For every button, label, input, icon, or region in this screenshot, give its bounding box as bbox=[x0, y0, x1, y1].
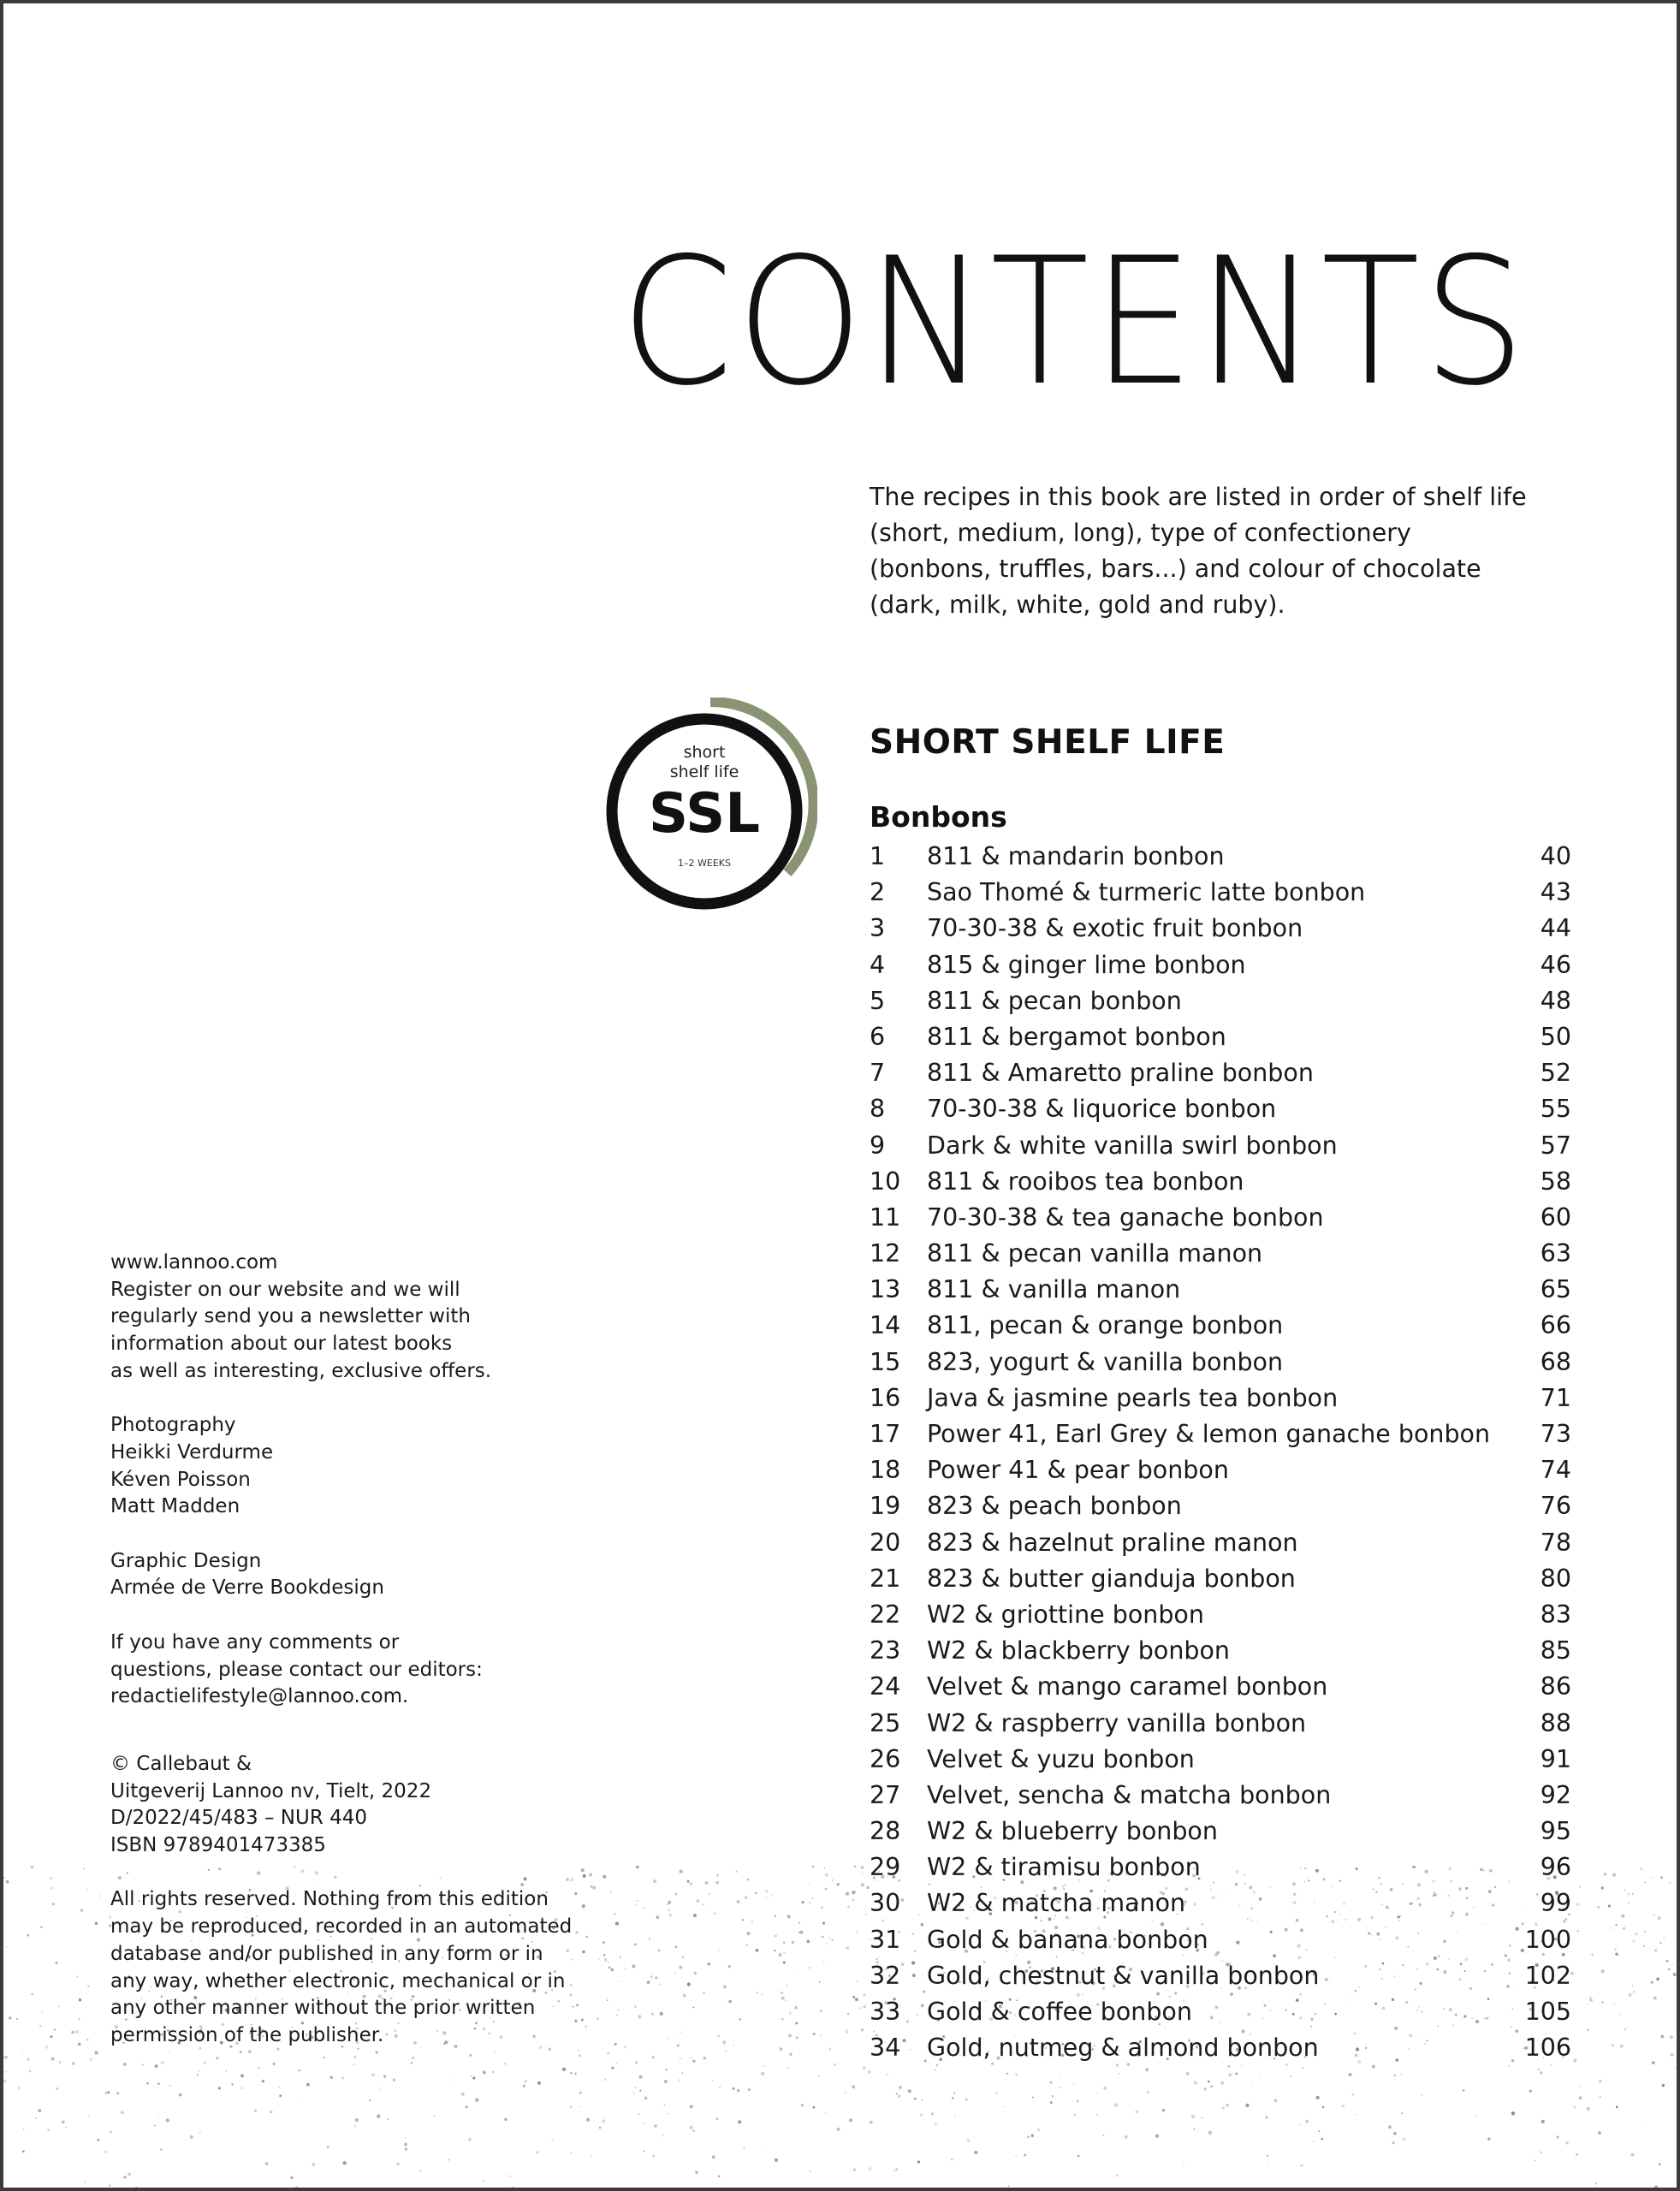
recipe-name: Gold & banana bonbon bbox=[927, 1925, 1208, 1954]
contact-text: If you have any comments or bbox=[110, 1630, 400, 1654]
toc-row bbox=[870, 911, 1571, 947]
badge-line2: shelf life bbox=[669, 763, 739, 781]
recipe-name: Sao Thomé & turmeric latte bonbon bbox=[927, 878, 1366, 907]
toc-row bbox=[870, 1850, 1571, 1885]
page-number: 50 bbox=[1540, 1022, 1571, 1051]
page-number: 68 bbox=[1540, 1347, 1571, 1376]
page-number: 60 bbox=[1540, 1202, 1571, 1232]
page-number: 102 bbox=[1524, 1961, 1571, 1990]
recipe-number: 34 bbox=[870, 2034, 901, 2063]
page-number: 86 bbox=[1540, 1672, 1571, 1701]
toc-row bbox=[870, 1814, 1571, 1850]
publisher-text: Uitgeverij Lannoo nv, Tielt, 2022 bbox=[110, 1779, 432, 1802]
rights-block bbox=[110, 1886, 590, 2049]
badge-duration: 1–2 WEEKS bbox=[678, 858, 731, 869]
intro-line: (dark, milk, white, gold and ruby). bbox=[870, 591, 1285, 619]
recipe-name: 70-30-38 & tea ganache bonbon bbox=[927, 1202, 1324, 1232]
recipe-name: Power 41, Earl Grey & lemon ganache bonbon bbox=[927, 1420, 1491, 1448]
recipe-number: 21 bbox=[870, 1564, 901, 1593]
recipe-name: W2 & blackberry bonbon bbox=[927, 1636, 1230, 1666]
toc-row bbox=[870, 1669, 1571, 1705]
recipe-number: 33 bbox=[870, 1998, 901, 2026]
page-number: 46 bbox=[1540, 950, 1571, 979]
recipe-name: W2 & tiramisu bonbon bbox=[927, 1853, 1201, 1882]
copyright-block bbox=[110, 1751, 590, 1860]
recipe-number: 7 bbox=[870, 1059, 886, 1088]
toc-row bbox=[870, 1778, 1571, 1814]
recipe-name: 70-30-38 & exotic fruit bonbon bbox=[927, 914, 1303, 943]
page-number: 105 bbox=[1524, 1998, 1571, 2026]
intro-line: (short, medium, long), type of confectionery bbox=[870, 519, 1411, 547]
recipe-name: 70-30-38 & liquorice bonbon bbox=[927, 1095, 1277, 1124]
recipe-name: Gold, chestnut & vanilla bonbon bbox=[927, 1961, 1320, 1990]
recipe-name: Velvet & yuzu bonbon bbox=[927, 1744, 1195, 1773]
toc-row bbox=[870, 1488, 1571, 1524]
recipe-name: 811 & rooibos tea bonbon bbox=[927, 1167, 1244, 1196]
rights-text: All rights reserved. Nothing from this edition bbox=[110, 1888, 549, 1911]
page-number: 73 bbox=[1540, 1420, 1571, 1448]
recipe-name: 811 & vanilla manon bbox=[927, 1275, 1181, 1304]
toc-row bbox=[870, 1236, 1571, 1272]
recipe-name: Gold, nutmeg & almond bonbon bbox=[927, 2034, 1319, 2063]
toc-row bbox=[870, 1525, 1571, 1561]
intro-paragraph bbox=[870, 479, 1580, 623]
page-number: 96 bbox=[1540, 1853, 1571, 1882]
page-number: 48 bbox=[1540, 986, 1571, 1015]
recipe-number: 32 bbox=[870, 1961, 901, 1990]
photography-block bbox=[110, 1412, 590, 1521]
recipe-name: W2 & griottine bonbon bbox=[927, 1600, 1204, 1629]
page-number: 92 bbox=[1540, 1780, 1571, 1809]
recipe-number: 31 bbox=[870, 1925, 901, 1954]
recipe-name: 811, pecan & orange bonbon bbox=[927, 1311, 1284, 1340]
rights-text: any way, whether electronic, mechanical or in bbox=[110, 1969, 566, 1992]
recipe-number: 5 bbox=[870, 986, 886, 1015]
recipe-number: 28 bbox=[870, 1817, 901, 1846]
toc-row bbox=[870, 1958, 1571, 1994]
toc-row bbox=[870, 1308, 1571, 1344]
toc-row bbox=[870, 1416, 1571, 1452]
page-number: 43 bbox=[1540, 878, 1571, 907]
recipe-name: 823 & hazelnut praline manon bbox=[927, 1528, 1298, 1557]
toc-row bbox=[870, 1922, 1571, 1958]
website-block bbox=[110, 1250, 590, 1386]
recipe-number: 23 bbox=[870, 1636, 901, 1666]
recipe-name: 823, yogurt & vanilla bonbon bbox=[927, 1347, 1284, 1376]
copyright-text: © Callebaut & bbox=[110, 1752, 252, 1775]
page-number: 58 bbox=[1540, 1167, 1571, 1196]
recipe-name: 811 & pecan bonbon bbox=[927, 986, 1182, 1015]
toc-row bbox=[870, 1706, 1571, 1742]
page-number: 52 bbox=[1540, 1059, 1571, 1088]
recipe-name: Power 41 & pear bonbon bbox=[927, 1456, 1229, 1485]
intro-line: (bonbons, truffles, bars...) and colour of chocolate bbox=[870, 555, 1481, 583]
toc-row bbox=[870, 1742, 1571, 1778]
isbn: ISBN 9789401473385 bbox=[110, 1834, 326, 1857]
page-title: CONTENTS bbox=[620, 221, 1529, 425]
recipe-name: 811 & Amaretto praline bonbon bbox=[927, 1059, 1314, 1088]
recipe-name: 811 & pecan vanilla manon bbox=[927, 1239, 1263, 1268]
recipe-number: 10 bbox=[870, 1167, 901, 1196]
subsection-heading: Bonbons bbox=[870, 800, 1007, 834]
recipe-name: W2 & matcha manon bbox=[927, 1889, 1186, 1918]
ssl-badge bbox=[603, 698, 817, 911]
recipe-number: 6 bbox=[870, 1022, 886, 1051]
page-number: 83 bbox=[1540, 1600, 1571, 1629]
contact-block bbox=[110, 1630, 590, 1711]
design-label: Graphic Design bbox=[110, 1549, 262, 1572]
photography-label: Photography bbox=[110, 1414, 236, 1437]
page-number: 106 bbox=[1524, 2034, 1571, 2063]
recipe-name: 811 & bergamot bonbon bbox=[927, 1022, 1226, 1051]
recipe-number: 8 bbox=[870, 1095, 886, 1124]
intro-line: The recipes in this book are listed in order of shelf life bbox=[870, 483, 1527, 511]
toc-row bbox=[870, 1272, 1571, 1308]
recipe-number: 11 bbox=[870, 1202, 901, 1232]
page-number: 78 bbox=[1540, 1528, 1571, 1557]
recipe-number: 26 bbox=[870, 1744, 901, 1773]
page-number: 99 bbox=[1540, 1889, 1571, 1918]
newsletter-text: regularly send you a newsletter with bbox=[110, 1305, 471, 1328]
recipe-number: 30 bbox=[870, 1889, 901, 1918]
page-number: 57 bbox=[1540, 1131, 1571, 1160]
photographer-name: Heikki Verdurme bbox=[110, 1440, 274, 1464]
page-number: 100 bbox=[1524, 1925, 1571, 1954]
recipe-number: 17 bbox=[870, 1420, 901, 1448]
page-number: 63 bbox=[1540, 1239, 1571, 1268]
page-number: 71 bbox=[1540, 1383, 1571, 1412]
recipe-name: 823 & butter gianduja bonbon bbox=[927, 1564, 1296, 1593]
recipe-number: 4 bbox=[870, 950, 886, 979]
recipe-name: W2 & blueberry bonbon bbox=[927, 1817, 1218, 1846]
page-number: 91 bbox=[1540, 1744, 1571, 1773]
toc-row bbox=[870, 1633, 1571, 1669]
recipe-name: W2 & raspberry vanilla bonbon bbox=[927, 1708, 1307, 1737]
toc-row bbox=[870, 1561, 1571, 1597]
recipe-name: Velvet & mango caramel bonbon bbox=[927, 1672, 1328, 1701]
toc-row bbox=[870, 1128, 1571, 1164]
page-number: 74 bbox=[1540, 1456, 1571, 1485]
toc-row bbox=[870, 1164, 1571, 1200]
toc-row bbox=[870, 983, 1571, 1019]
recipe-number: 3 bbox=[870, 914, 886, 943]
toc-row bbox=[870, 875, 1571, 911]
recipe-number: 24 bbox=[870, 1672, 901, 1701]
recipe-number: 1 bbox=[870, 842, 886, 870]
designer-name: Armée de Verre Bookdesign bbox=[110, 1576, 384, 1600]
rights-text: may be reproduced, recorded in an automated bbox=[110, 1915, 573, 1939]
toc-list bbox=[870, 839, 1571, 2066]
toc-row bbox=[870, 1200, 1571, 1236]
recipe-number: 15 bbox=[870, 1347, 901, 1376]
design-block bbox=[110, 1548, 590, 1602]
page-number: 55 bbox=[1540, 1095, 1571, 1124]
legal-deposit: D/2022/45/483 – NUR 440 bbox=[110, 1807, 368, 1830]
recipe-number: 13 bbox=[870, 1275, 901, 1304]
recipe-number: 2 bbox=[870, 878, 886, 907]
recipe-number: 25 bbox=[870, 1708, 901, 1737]
rights-text: database and/or published in any form or in bbox=[110, 1942, 543, 1965]
badge-line1: short bbox=[683, 743, 726, 762]
page-number: 44 bbox=[1540, 914, 1571, 943]
toc-row bbox=[870, 1452, 1571, 1488]
section-heading: SHORT SHELF LIFE bbox=[870, 723, 1226, 762]
toc-row bbox=[870, 1994, 1571, 2030]
toc-row bbox=[870, 1381, 1571, 1416]
photographer-name: Matt Madden bbox=[110, 1495, 240, 1518]
recipe-name: 823 & peach bonbon bbox=[927, 1492, 1182, 1521]
page-number: 95 bbox=[1540, 1817, 1571, 1846]
toc-row bbox=[870, 1885, 1571, 1921]
recipe-number: 18 bbox=[870, 1456, 901, 1485]
website-url: www.lannoo.com bbox=[110, 1251, 278, 1274]
imprint-credits bbox=[110, 1250, 590, 2050]
newsletter-text: information about our latest books bbox=[110, 1333, 453, 1356]
toc-row bbox=[870, 1345, 1571, 1381]
page-number: 65 bbox=[1540, 1275, 1571, 1304]
toc-row bbox=[870, 839, 1571, 875]
page-number: 80 bbox=[1540, 1564, 1571, 1593]
page-number: 66 bbox=[1540, 1311, 1571, 1340]
recipe-number: 16 bbox=[870, 1383, 901, 1412]
page-number: 88 bbox=[1540, 1708, 1571, 1737]
recipe-name: Gold & coffee bonbon bbox=[927, 1998, 1192, 2026]
page-number: 76 bbox=[1540, 1492, 1571, 1521]
toc-row bbox=[870, 1055, 1571, 1091]
recipe-number: 14 bbox=[870, 1311, 901, 1340]
contact-text: questions, please contact our editors: bbox=[110, 1658, 483, 1681]
recipe-number: 20 bbox=[870, 1528, 901, 1557]
toc-row bbox=[870, 1091, 1571, 1127]
recipe-number: 19 bbox=[870, 1492, 901, 1521]
recipe-name: Velvet, sencha & matcha bonbon bbox=[927, 1780, 1332, 1809]
recipe-number: 27 bbox=[870, 1780, 901, 1809]
toc-row bbox=[870, 1597, 1571, 1633]
recipe-name: 811 & mandarin bonbon bbox=[927, 842, 1225, 870]
toc-row bbox=[870, 947, 1571, 983]
rights-text: permission of the publisher. bbox=[110, 2023, 384, 2046]
recipe-number: 12 bbox=[870, 1239, 901, 1268]
recipe-name: Dark & white vanilla swirl bonbon bbox=[927, 1131, 1338, 1160]
newsletter-text: as well as interesting, exclusive offers. bbox=[110, 1359, 492, 1382]
contact-email: redactielifestyle@lannoo.com. bbox=[110, 1685, 409, 1708]
rights-text: any other manner without the prior written bbox=[110, 1997, 536, 2020]
recipe-number: 29 bbox=[870, 1853, 901, 1882]
badge-abbr: SSL bbox=[648, 782, 761, 846]
recipe-name: 815 & ginger lime bonbon bbox=[927, 950, 1246, 979]
recipe-number: 9 bbox=[870, 1131, 886, 1160]
toc-row bbox=[870, 1019, 1571, 1055]
page-number: 85 bbox=[1540, 1636, 1571, 1666]
newsletter-text: Register on our website and we will bbox=[110, 1278, 460, 1301]
photographer-name: Kéven Poisson bbox=[110, 1468, 251, 1491]
recipe-number: 22 bbox=[870, 1600, 901, 1629]
page-number: 40 bbox=[1540, 842, 1571, 870]
recipe-name: Java & jasmine pearls tea bonbon bbox=[927, 1383, 1339, 1412]
toc-row bbox=[870, 2030, 1571, 2066]
